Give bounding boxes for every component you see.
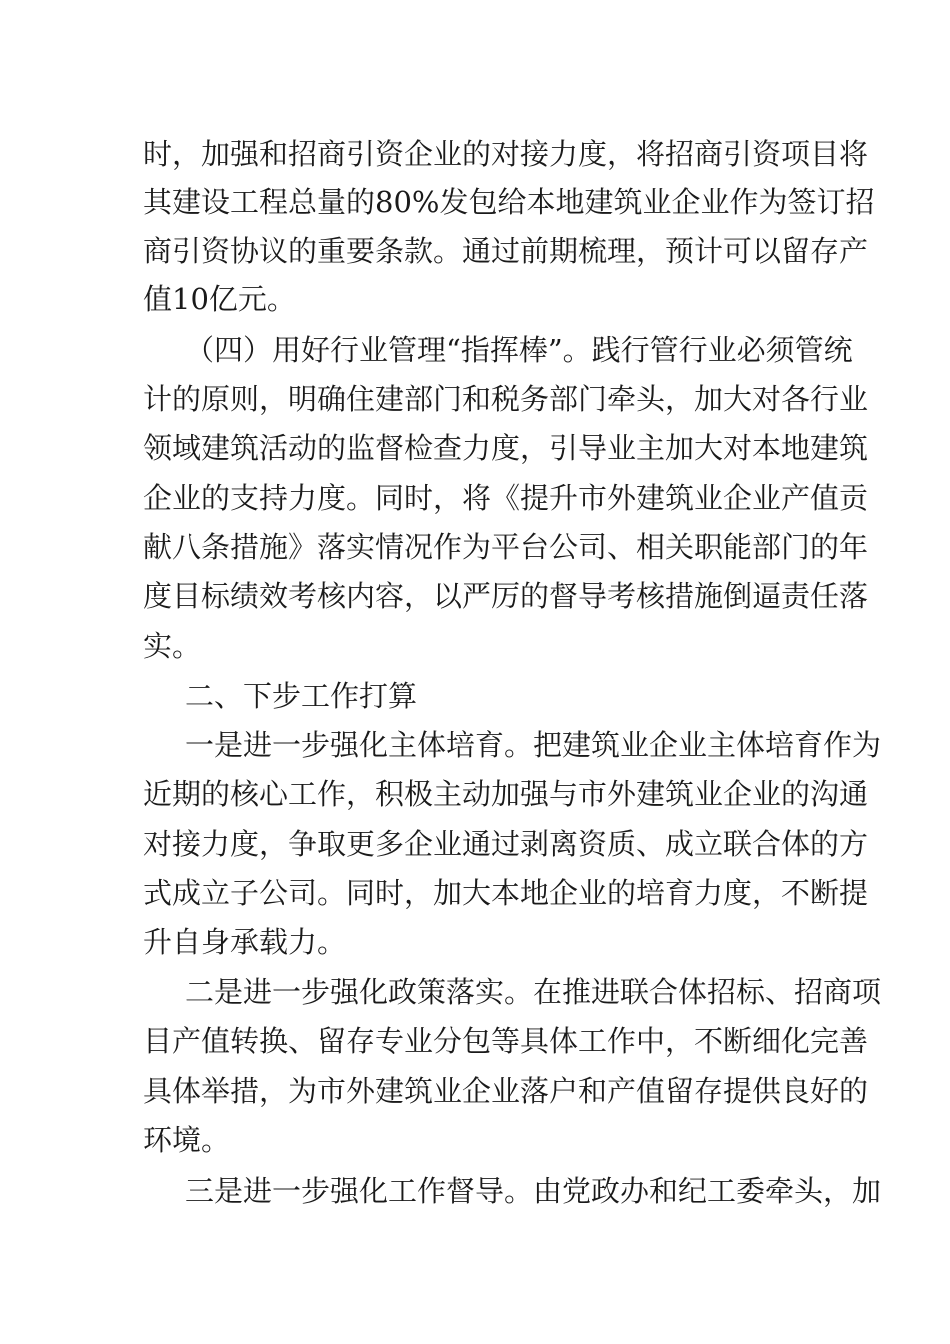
text-line: [0, 527, 950, 567]
paragraph-start: [0, 972, 950, 1012]
text-line: [0, 134, 950, 174]
line-text: 度目标绩效考核内容，以严厉的督导考核措施倒逼责任落: [143, 579, 869, 613]
line-text: 目产值转换、留存专业分包等具体工作中，不断细化完善: [143, 1024, 869, 1058]
text-line: [0, 182, 950, 222]
text-line: [0, 576, 950, 616]
line-text: 领域建筑活动的监督检查力度，引导业主加大对本地建筑: [143, 431, 869, 465]
text-line: [0, 824, 950, 864]
line-text: （四）用好行业管理“指挥棒”。践行管行业必须管统: [185, 333, 853, 367]
text-line: [0, 478, 950, 518]
line-text: 献八条措施》落实情况作为平台公司、相关职能部门的年: [143, 530, 869, 564]
line-text: 式成立子公司。同时，加大本地企业的培育力度，不断提: [143, 876, 869, 910]
line-text: 实。: [143, 629, 202, 663]
text-line: [0, 279, 950, 319]
line-text: 企业的支持力度。同时，将《提升市外建筑业企业产值贡: [143, 481, 869, 515]
line-text: 商引资协议的重要条款。通过前期梳理，预计可以留存产: [143, 234, 869, 268]
line-text: 三是进一步强化工作督导。由党政办和纪工委牵头，加: [185, 1174, 882, 1208]
paragraph-start: [0, 1171, 950, 1211]
line-text: 一是进一步强化主体培育。把建筑业企业主体培育作为: [185, 728, 882, 762]
line-text: 升自身承载力。: [143, 925, 347, 959]
text-line: [0, 1071, 950, 1111]
text-line: [0, 379, 950, 419]
text-line: [0, 873, 950, 913]
line-text: 二、下步工作打算: [185, 679, 418, 713]
paragraph-heading: [0, 330, 950, 370]
paragraph-start: [0, 725, 950, 765]
text-line: [0, 1021, 950, 1061]
line-text: 具体举措，为市外建筑业企业落户和产值留存提供良好的: [143, 1074, 869, 1108]
text-line: [0, 1120, 950, 1160]
line-text: 环境。: [143, 1123, 231, 1157]
line-text: 值10亿元。: [143, 282, 296, 316]
line-text: 二是进一步强化政策落实。在推进联合体招标、招商项: [185, 975, 882, 1009]
section-heading: [0, 676, 950, 716]
line-text: 近期的核心工作，积极主动加强与市外建筑业企业的沟通: [143, 777, 869, 811]
line-text: 对接力度，争取更多企业通过剥离资质、成立联合体的方: [143, 827, 869, 861]
text-line: [0, 428, 950, 468]
line-text: 计的原则，明确住建部门和税务部门牵头，加大对各行业: [143, 382, 869, 416]
text-line: [0, 922, 950, 962]
text-line: [0, 774, 950, 814]
line-text: 其建设工程总量的80%发包给本地建筑业企业作为签订招: [143, 185, 875, 219]
text-line: [0, 626, 950, 666]
text-line: [0, 231, 950, 271]
line-text: 时，加强和招商引资企业的对接力度，将招商引资项目将: [143, 137, 869, 171]
